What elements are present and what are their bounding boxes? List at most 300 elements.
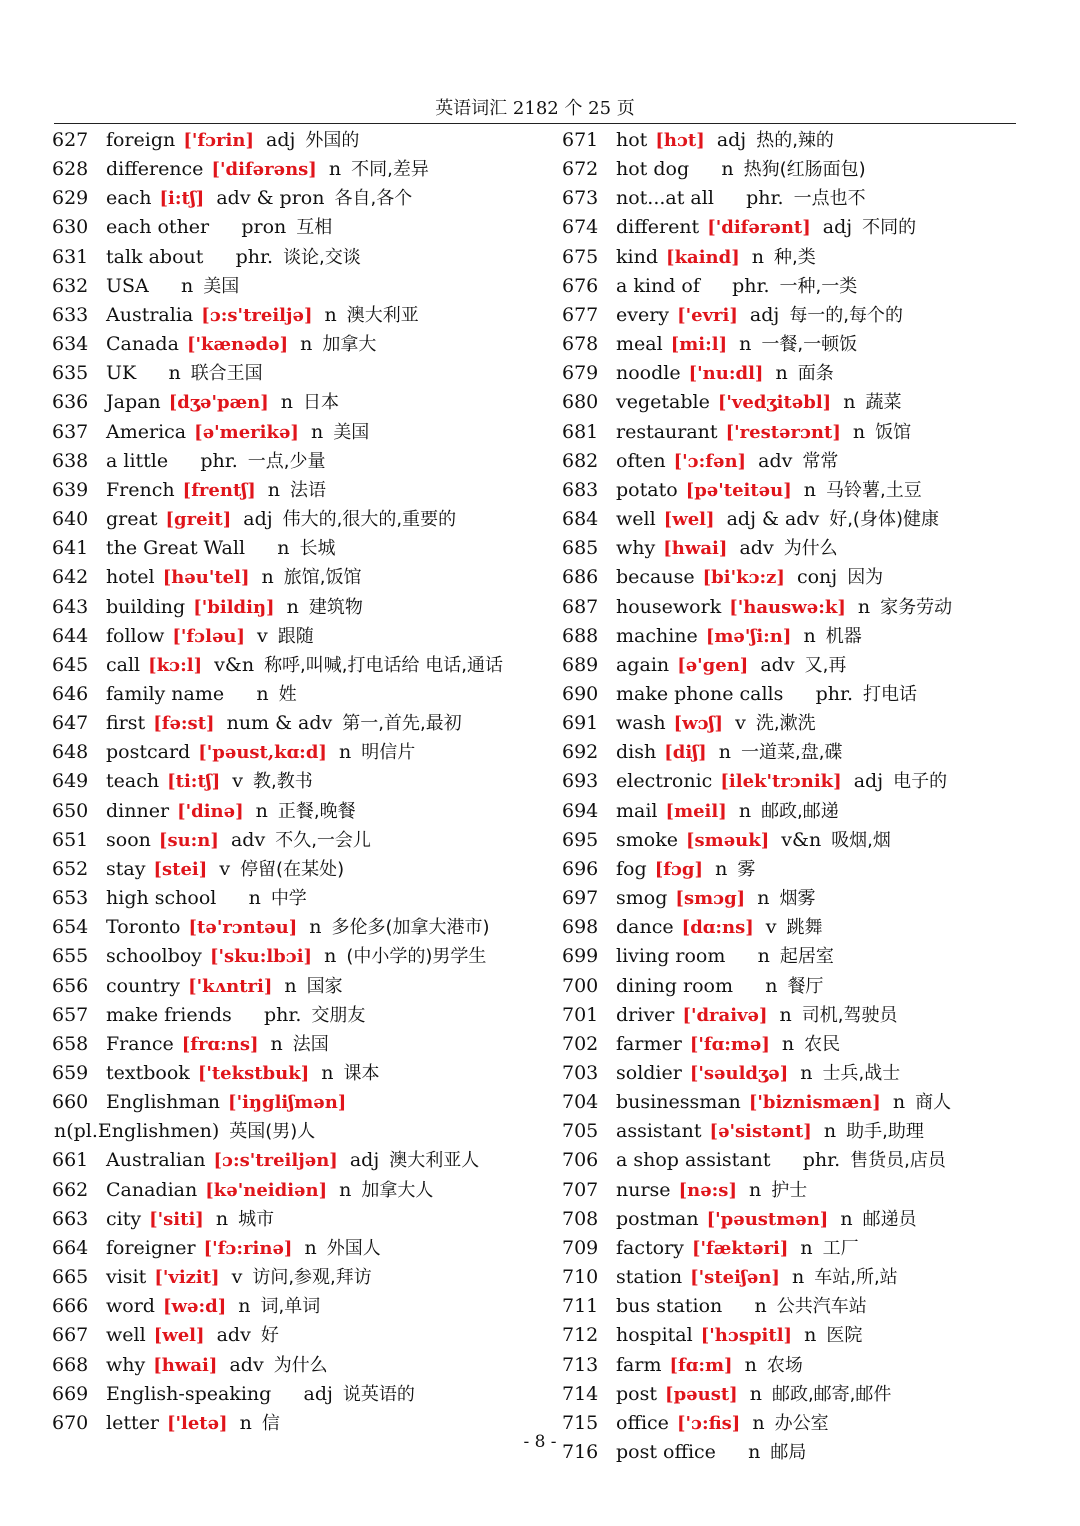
entry-number: 680 [562,391,599,414]
entry-word: farm [616,1353,662,1376]
vocab-entry [562,184,1032,213]
entry-part-of-speech: n [752,1411,765,1434]
vocab-entry [562,534,1032,563]
vocab-entry [52,1176,522,1205]
entry-phonetic: ['letə] [166,1412,228,1434]
entry-number: 648 [52,741,89,764]
entry-number: 662 [52,1178,89,1201]
entry-word: stay [106,857,146,880]
entry-meaning: 跳舞 [786,917,823,939]
entry-word: soldier [616,1062,682,1084]
entry-meaning: 明信片 [361,742,416,764]
entry-phonetic: ['vizit] [154,1267,220,1289]
vocab-entry [52,476,522,505]
vocab-entry [562,272,1032,301]
vocab-entry [52,1205,522,1234]
entry-number: 665 [52,1266,89,1289]
entry-part-of-speech: n [280,391,294,414]
vocab-entry [562,1351,1032,1380]
entry-number: 698 [562,916,599,939]
entry-number: 653 [52,887,89,910]
vocab-entry [562,359,1032,388]
entry-phonetic: [greit] [165,509,232,531]
entry-meaning: 法国 [292,1033,329,1055]
entry-part-of-speech: n [310,420,324,443]
entry-number: 693 [562,770,599,793]
entry-number: 696 [562,857,599,880]
entry-meaning: 好,(身体)健康 [829,509,939,531]
entry-meaning: 餐厅 [787,975,824,997]
vocab-entry [562,738,1032,767]
entry-word: different [616,216,700,239]
entry-meaning: 种,类 [774,246,816,268]
entry-meaning: (中小学的)男学生 [346,946,487,968]
entry-word: follow [106,624,165,647]
entry-word: difference [106,158,204,181]
entry-word: Australia [106,303,194,326]
entry-meaning: 加拿大 [322,334,377,356]
entry-part-of-speech: n [168,362,181,385]
entry-part-of-speech: pron [241,216,287,239]
vocab-entry [562,418,1032,447]
entry-word: wash [616,712,666,735]
entry-word: meal [616,333,663,356]
entry-meaning: 因为 [847,567,884,589]
entry-part-of-speech: n [270,1032,283,1055]
vocab-entry [52,330,522,359]
entry-meaning: 司机,驾驶员 [801,1004,898,1026]
entry-part-of-speech: n [840,1207,853,1230]
entry-word: the Great Wall [106,537,246,560]
entry-part-of-speech: n [324,303,337,326]
entry-number: 670 [52,1411,89,1434]
entry-word: foreigner [106,1236,196,1259]
entry-number: 645 [52,653,89,676]
vocab-entry [52,1351,522,1380]
entry-meaning: 吸烟,烟 [831,829,891,851]
entry-meaning: 旅馆,饭馆 [283,567,362,589]
entry-meaning: 建筑物 [308,596,363,618]
entry-word: Canada [106,333,179,356]
entry-word: Canadian [106,1178,198,1201]
entry-number: 657 [52,1003,89,1026]
entry-meaning: 邮政,邮寄,邮件 [771,1383,892,1405]
entry-part-of-speech: n [339,1178,352,1201]
entry-word: dining room [616,974,733,997]
entry-meaning: 起居室 [779,946,834,968]
entry-word: hot dog [616,158,690,181]
entry-number: 711 [562,1295,599,1318]
entry-part-of-speech: n [803,478,817,501]
entry-meaning: 为什么 [783,538,838,560]
entry-word: farmer [616,1032,682,1055]
entry-number: 677 [562,303,599,326]
entry-phonetic: ['pəustmən] [706,1208,829,1230]
entry-word: talk about [106,245,204,268]
vocab-entry [52,942,522,971]
entry-meaning: 家务劳动 [880,596,953,618]
vocab-entry [52,1234,522,1263]
entry-part-of-speech: n [744,1353,757,1376]
entry-part-of-speech: phr. [815,682,854,705]
entry-meaning: 每一的,每个的 [789,304,904,326]
entry-phonetic: [ə'merikə] [194,421,299,443]
entry-part-of-speech: n [328,158,342,181]
entry-meaning: 一点,少量 [247,450,326,472]
vocab-entry [562,563,1032,592]
entry-word: Englishman [106,1091,220,1114]
entry-number: 629 [52,187,89,210]
entry-phonetic: ['iŋgliʃmən] [228,1092,347,1114]
vocab-entry [562,942,1032,971]
entry-number: 651 [52,828,89,851]
entry-phonetic: [hɔt] [655,130,705,151]
entry-meaning: 不同的 [862,217,917,239]
entry-word: smog [616,887,668,910]
entry-number: 679 [562,362,599,385]
entry-phonetic: ['difərənt] [707,217,811,239]
vocab-entry [52,826,522,855]
vocab-entry [52,767,522,796]
entry-part-of-speech: n [775,362,788,385]
entry-part-of-speech: adj [716,129,747,151]
entry-meaning: 不久,一会儿 [275,829,371,851]
entry-part-of-speech: n [304,1236,317,1259]
entry-number: 707 [562,1178,599,1201]
entry-word: nurse [616,1178,671,1201]
entry-number: 695 [562,828,599,851]
vocab-entry [52,301,522,330]
page-header: 英语词汇 2182 个 25 页 [435,98,635,119]
entry-word: hospital [616,1324,693,1347]
entry-meaning: 各自,各个 [334,188,413,210]
entry-meaning: 邮局 [770,1442,807,1464]
vocab-entry [52,1001,522,1030]
entry-number: 654 [52,916,89,939]
entry-number: 628 [52,158,89,181]
entry-part-of-speech: v&n [781,828,822,851]
entry-phonetic: [ə'gen] [677,654,749,676]
entry-part-of-speech: phr. [263,1003,302,1026]
entry-meaning: 城市 [238,1208,275,1230]
entry-word: building [106,595,186,618]
entry-word: call [106,653,141,676]
entry-phonetic: [stei] [153,858,208,880]
entry-meaning: 停留(在某处) [240,858,345,880]
entry-meaning: 第一,首先,最初 [342,713,462,735]
entry-number: 664 [52,1236,89,1259]
vocab-entry [562,1059,1032,1088]
entry-word: make friends [106,1003,232,1026]
vocab-entry [562,1088,1032,1117]
entry-phonetic: [bi'kɔ:z] [702,567,785,589]
entry-phonetic: [mi:l] [670,334,728,356]
entry-meaning: 澳大利亚 [346,304,419,326]
entry-phonetic: ['restərɔnt] [725,421,841,443]
entry-meaning: 互相 [296,217,333,239]
entry-part-of-speech: n [324,945,337,968]
entry-number: 709 [562,1236,599,1259]
entry-part-of-speech: adv [739,537,774,560]
vocab-entry [562,476,1032,505]
vocab-entry [562,1146,1032,1175]
entry-word: office [616,1411,669,1434]
entry-phonetic: [fɔg] [654,858,704,880]
entry-word: dish [616,741,657,764]
entry-word: USA [106,274,149,297]
entry-meaning: 工厂 [822,1237,859,1259]
entry-word: each [106,187,152,210]
entry-meaning: 常常 [802,450,839,472]
entry-number: 691 [562,712,599,735]
entry-phonetic: [ə'sistənt] [709,1121,812,1143]
entry-number: 702 [562,1032,599,1055]
entry-part-of-speech: n [338,741,352,764]
entry-part-of-speech: n [757,945,770,968]
entry-part-of-speech: phr. [200,449,238,472]
entry-meaning: 日本 [303,392,340,414]
entry-phonetic: [pə'teitəu] [685,479,792,501]
entry-phonetic: ['evri] [677,304,738,326]
entry-part-of-speech: n [286,595,299,618]
vocab-entry [562,1001,1032,1030]
vocab-entry [562,330,1032,359]
vocab-entry [562,767,1032,796]
entry-word: factory [616,1236,684,1259]
entry-meaning: 国家 [306,975,343,997]
entry-part-of-speech: n [800,1236,813,1259]
entry-number: 633 [52,303,89,326]
entry-word: teach [106,770,160,793]
entry-number: 627 [52,129,89,151]
entry-word: foreign [106,129,176,151]
entry-word: schoolboy [106,945,202,968]
entry-meaning: 正餐,晚餐 [277,800,356,822]
entry-number: 669 [52,1382,89,1405]
entry-meaning: 交朋友 [311,1004,366,1026]
vocab-entry [562,1117,1032,1146]
entry-word: every [616,303,670,326]
entry-part-of-speech: n [256,682,269,705]
entry-word: post office [616,1441,716,1464]
vocab-entry [52,359,522,388]
entry-word: why [616,537,656,560]
entry-phonetic: [frentʃ] [182,479,256,501]
entry-meaning: 英国(男)人 [229,1121,316,1143]
vocab-entry [562,651,1032,680]
entry-word: businessman [616,1091,741,1114]
vocab-entry [562,1205,1032,1234]
entry-word: housework [616,595,722,618]
entry-part-of-speech: phr. [746,187,784,210]
entry-part-of-speech: v [231,1266,243,1289]
entry-part-of-speech: n [843,391,856,414]
entry-number: 712 [562,1324,599,1347]
entry-part-of-speech: v&n [214,653,255,676]
entry-number: 666 [52,1295,89,1318]
entry-word: driver [616,1003,675,1026]
entry-meaning: 加拿大人 [361,1179,434,1201]
entry-number: 688 [562,624,599,647]
entry-word: America [106,420,187,443]
vocab-entry [52,855,522,884]
entry-number: 640 [52,508,89,531]
entry-part-of-speech: n [757,887,770,910]
vocab-entry [562,505,1032,534]
entry-number: 631 [52,245,89,268]
entry-meaning: 好 [260,1325,279,1347]
entry-meaning: 电子的 [893,771,948,793]
entry-word: English-speaking [106,1382,272,1405]
entry-meaning: 说英语的 [342,1383,415,1405]
entry-part-of-speech: n [715,857,728,880]
entry-phonetic: ['pəust,kɑ:d] [198,742,327,764]
vocab-entry [562,447,1032,476]
entry-phonetic: [ti:tʃ] [167,771,221,793]
entry-part-of-speech: conj [796,566,838,589]
vocab-entry [52,1030,522,1059]
entry-meaning: 邮递员 [862,1208,917,1230]
entry-meaning: 一道菜,盘,碟 [741,742,843,764]
entry-number: 697 [562,887,599,910]
entry-phonetic: [mə'ʃi:n] [705,625,792,647]
entry-word: high school [106,887,217,910]
entry-part-of-speech: n [239,1411,252,1434]
page-number: - 8 - [523,1432,557,1452]
entry-phonetic: [smɔg] [675,888,746,910]
entry-meaning: 车站,所,站 [814,1267,898,1289]
vocab-entry [52,505,522,534]
vocab-entry [562,1380,1032,1409]
vocab-entry [52,126,522,155]
entry-phonetic: ['vedʒitəbl] [717,392,832,414]
entry-part-of-speech: n [721,158,734,181]
vocab-entry [52,913,522,942]
vocab-entry [562,593,1032,622]
vocab-entry [52,155,522,184]
entry-part-of-speech: v [735,712,746,735]
entry-part-of-speech: n [309,916,322,939]
entry-word: country [106,974,181,997]
entry-number: 630 [52,216,89,239]
entry-phonetic: ['fɔləu] [172,625,245,647]
entry-number: 692 [562,741,599,764]
entry-phonetic: ['hauswə:k] [729,596,846,618]
entry-meaning: 烟雾 [779,888,816,910]
vocab-entry [52,272,522,301]
entry-number: 671 [562,129,599,151]
entry-number: 705 [562,1120,599,1143]
entry-meaning: 面条 [797,363,834,385]
entry-part-of-speech: n [267,478,281,501]
entry-part-of-speech: n [800,1062,813,1084]
entry-meaning: 为什么 [273,1354,328,1376]
entry-meaning: 访问,参观,拜访 [252,1267,372,1289]
entry-word: why [106,1353,146,1376]
entry-meaning: 邮政,邮递 [761,800,839,822]
entry-phonetic: [fə:st] [153,713,215,735]
entry-number: 684 [562,508,599,531]
entry-meaning: 雾 [737,858,756,880]
entry-meaning: 热狗(红肠面包) [743,159,866,181]
entry-word: Japan [106,391,161,414]
vocab-entry [562,1234,1032,1263]
entry-number: 673 [562,187,599,210]
entry-word: noodle [616,362,681,385]
entry-meaning: 澳大利亚人 [389,1150,480,1172]
entry-number: 644 [52,624,89,647]
entry-part-of-speech: adj [266,129,296,151]
vocab-entry [562,155,1032,184]
entry-part-of-speech: n [765,974,778,997]
entry-word: visit [106,1266,147,1289]
entry-number: 716 [562,1441,599,1464]
entry-meaning: 洗,漱洗 [755,713,816,735]
entry-phonetic: ['hɔspitl] [700,1325,793,1347]
entry-meaning: 蔬菜 [865,392,902,414]
entry-number: 715 [562,1411,599,1434]
entry-meaning: 一餐,一顿饭 [761,334,858,356]
entry-word: machine [616,624,698,647]
entry-number: 676 [562,274,599,297]
entry-meaning: 打电话 [863,683,918,705]
entry-number: 713 [562,1353,599,1376]
vocab-entry [562,972,1032,1001]
entry-meaning: 中学 [270,888,307,910]
vocab-entry [52,1263,522,1292]
entry-number: 646 [52,682,89,705]
entry-number: 674 [562,216,599,239]
entry-part-of-speech: n [739,333,752,356]
vocab-entry [562,855,1032,884]
entry-word: vegetable [616,391,710,414]
entry-part-of-speech: adv [230,828,266,851]
entry-phonetic: [pəust] [665,1383,738,1405]
entry-meaning: 士兵,战士 [822,1063,901,1084]
entry-word: a kind of [616,274,700,297]
entry-part-of-speech: v [232,770,244,793]
entry-meaning: 跟随 [277,625,314,647]
entry-part-of-speech: v [765,916,777,939]
entry-word: hot [616,129,648,151]
entry-part-of-speech: n [738,799,752,822]
entry-phonetic: [su:n] [158,829,219,851]
entry-meaning: 法语 [290,479,327,501]
entry-number: 706 [562,1149,599,1172]
entry-part-of-speech: adv [758,449,793,472]
vocab-entry [52,388,522,417]
entry-part-of-speech: phr. [235,245,274,268]
entry-meaning: 农场 [766,1354,803,1376]
vocab-entry [562,243,1032,272]
vocab-column-right [562,126,1032,1467]
entry-number: 687 [562,595,599,618]
entry-part-of-speech: adj [349,1149,380,1172]
entry-meaning: 美国 [333,421,370,443]
entry-meaning: 课本 [343,1063,380,1084]
entry-number: 685 [562,537,599,560]
entry-phonetic: ['dinə] [177,800,244,822]
entry-word: fog [616,857,647,880]
vocab-entry [52,680,522,709]
vocab-entry [52,1146,522,1175]
entry-part-of-speech: adj & adv [726,508,820,531]
entry-part-of-speech: n [857,595,871,618]
entry-word: postcard [106,741,191,764]
entry-phonetic: ['kʌntri] [188,975,273,997]
entry-phonetic: ['fɔrin] [183,130,254,151]
entry-phonetic: [wə:d] [163,1296,227,1318]
